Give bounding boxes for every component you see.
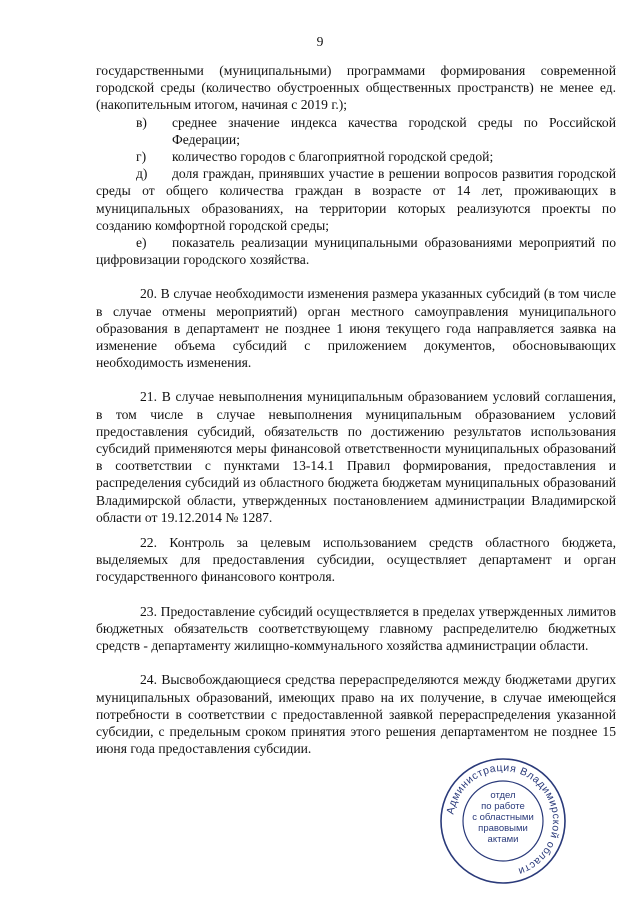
indicator-text: среднее значение индекса качества городской среды по Российской Федерации; (172, 114, 616, 147)
stamp-line: отдел (490, 790, 516, 801)
indicator-item-e (96, 234, 616, 268)
indicator-marker: г) (136, 149, 147, 165)
official-stamp (438, 756, 568, 886)
paragraph-21: 21. В случае невыполнения муниципальным образованием условий соглашения, в том числе в случае невыполнения муниципальным образованием условий предоставления субсидий, обязательств по достижению результатов использования субсидий применяются меры финансовой ответственности муниципальных образований в соответствии с пунктами 13-14.1 Правил формирования, предоставления и распределения субсидий из областного бюджета бюджетам муниципальных образований Владимирской области, утвержденных постановлением администрации Владимирской области от 19.12.2014 № 1287. (96, 389, 616, 525)
indicator-marker: е) (136, 235, 147, 251)
indicator-marker: в) (136, 114, 147, 130)
stamp-line: правовыми (478, 823, 528, 834)
paragraph-20: 20. В случае необходимости изменения размера указанных субсидий (в том числе в случае отмены мероприятий) орган местного самоуправления муниципального образования в департамент не позднее 1 июня текущего года направляется заявка на изменение объема субсидий с приложением документов, обосновывающих необходимость изменения. (96, 286, 616, 371)
page-number: 9 (316, 34, 324, 49)
indicator-marker: д) (136, 166, 148, 182)
stamp-center-text (466, 790, 540, 845)
paragraph-22: 22. Контроль за целевым использованием средств областного бюджета, выделяемых для предоставления субсидии, осуществляет департамент и орган государственного финансового контроля. (96, 535, 616, 585)
indicator-item-g (96, 148, 616, 165)
indicator-text: доля граждан, принявших участие в решении вопросов развития городской среды от общего количества граждан в возрасте от 14 лет, проживающих в муниципальных образованиях, на территории которых реализуются проекты по созданию комфортной городской среды; (96, 166, 616, 233)
intro-continuation: государственными (муниципальными) программами формирования современной городской среды (количество обустроенных общественных пространств) не менее ед. (накопительным итогом, начиная с 2019 г.); (96, 63, 616, 113)
stamp-ring-text: Администрация Владимирской области (444, 761, 563, 878)
stamp-line: по работе (481, 801, 525, 812)
indicator-text: количество городов с благоприятной городской средой; (172, 149, 494, 165)
indicator-item-d (96, 165, 616, 234)
stamp-line: с областными (472, 812, 534, 823)
stamp-line: актами (487, 834, 519, 845)
indicator-item-v (96, 114, 616, 148)
paragraph-23: 23. Предоставление субсидий осуществляется в пределах утвержденных лимитов бюджетных обязательств соответствующему главному распределителю бюджетных средств - департаменту жилищно-коммунального хозяйства администрации области. (96, 603, 616, 654)
document-body (96, 62, 616, 757)
paragraph-24: 24. Высвобождающиеся средства перераспределяются между бюджетами других муниципальных образований, имеющих право на их получение, в случае имеющейся потребности в соответствии с предоставленной заявкой перераспределения указанной субсидии, с предельным сроком принятия этого решения департаментом не позднее 15 июня года предоставления субсидии. (96, 672, 616, 757)
indicator-text: показатель реализации муниципальными образованиями мероприятий по цифровизации городского хозяйства. (96, 235, 616, 268)
